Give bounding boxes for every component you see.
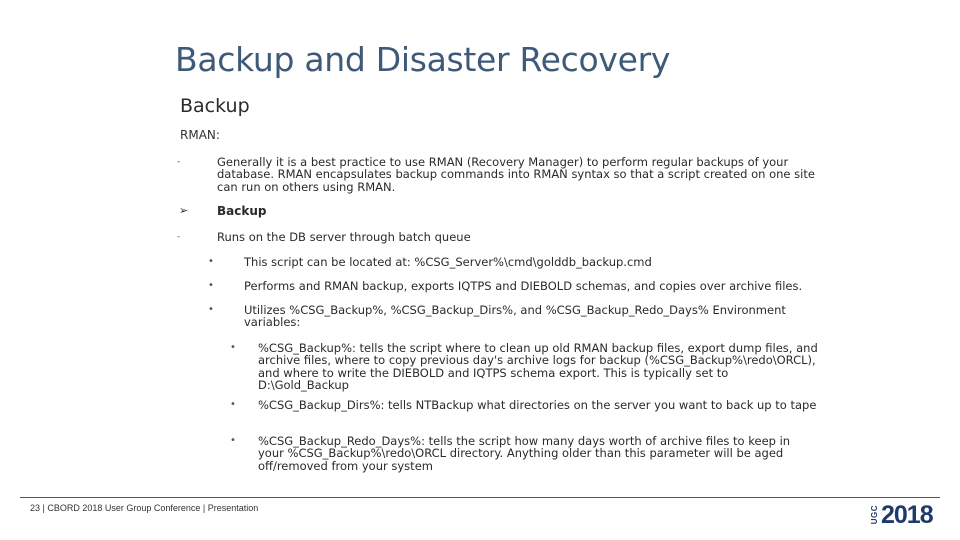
sub-bullet-item <box>208 303 814 330</box>
sub-sub-bullet-text: %CSG_Backup%: tells the script where to clean up old RMAN backup files, export dump files, and archive files, where to copy previous day's archive logs for backup (%CSG_Backup%\redo\ORCL), and where to write the DIEBOLD and IQTPS schema export. This is typically set to D:\Gold_Backup <box>258 341 818 393</box>
bullet-marker: • <box>208 280 214 291</box>
slide-title: Backup and Disaster Recovery <box>175 40 671 79</box>
sub-sub-bullet-text: %CSG_Backup_Dirs%: tells NTBackup what directories on the server you want to back up to tape <box>258 398 817 412</box>
sub-sub-bullet-item <box>230 398 818 412</box>
dash-marker: - <box>177 157 181 167</box>
bullet-marker: • <box>230 435 236 446</box>
bullet-item <box>179 204 817 218</box>
section-heading: Backup <box>180 95 250 117</box>
sub-bullet-text: This script can be located at: %CSG_Server%\cmd\golddb_backup.cmd <box>244 255 652 269</box>
bullet-text: Backup <box>217 204 267 218</box>
sub-sub-bullet-item <box>230 434 818 473</box>
footer-text: 23 | CBORD 2018 User Group Conference | Presentation <box>30 503 259 513</box>
footer-divider <box>20 497 940 498</box>
sub-bullet-item <box>208 255 814 269</box>
logo-ugc-text: UGC <box>870 505 879 525</box>
bullet-text: Generally it is a best practice to use RMAN (Recovery Manager) to perform regular backups of your database. RMAN encapsulates backup commands into RMAN syntax so that a script created on one site can run on others using RMAN. <box>217 155 815 194</box>
sub-bullet-item <box>208 279 814 293</box>
sub-sub-bullet-item <box>230 341 818 393</box>
sub-sub-bullet-text: %CSG_Backup_Redo_Days%: tells the script how many days worth of archive files to keep in your %CSG_Backup%\redo\ORCL directory. Anything older than this parameter will be aged off/removed from your system <box>258 434 791 473</box>
bullet-marker: • <box>230 342 236 353</box>
sub-bullet-text: Utilizes %CSG_Backup%, %CSG_Backup_Dirs%, and %CSG_Backup_Redo_Days% Environment variables: <box>244 303 786 330</box>
bullet-item <box>177 230 817 244</box>
ugc-2018-logo <box>870 500 933 530</box>
sub-bullet-text: Performs and RMAN backup, exports IQTPS and DIEBOLD schemas, and copies over archive files. <box>244 279 803 293</box>
rman-label: RMAN: <box>180 128 220 142</box>
bullet-marker: • <box>208 256 214 267</box>
bullet-item <box>177 155 817 194</box>
bullet-marker: • <box>230 399 236 410</box>
dash-marker: - <box>177 232 181 242</box>
logo-year-text: 2018 <box>881 500 933 529</box>
arrow-marker-icon: ➢ <box>179 204 189 217</box>
bullet-marker: • <box>208 304 214 315</box>
bullet-text: Runs on the DB server through batch queue <box>217 230 471 244</box>
